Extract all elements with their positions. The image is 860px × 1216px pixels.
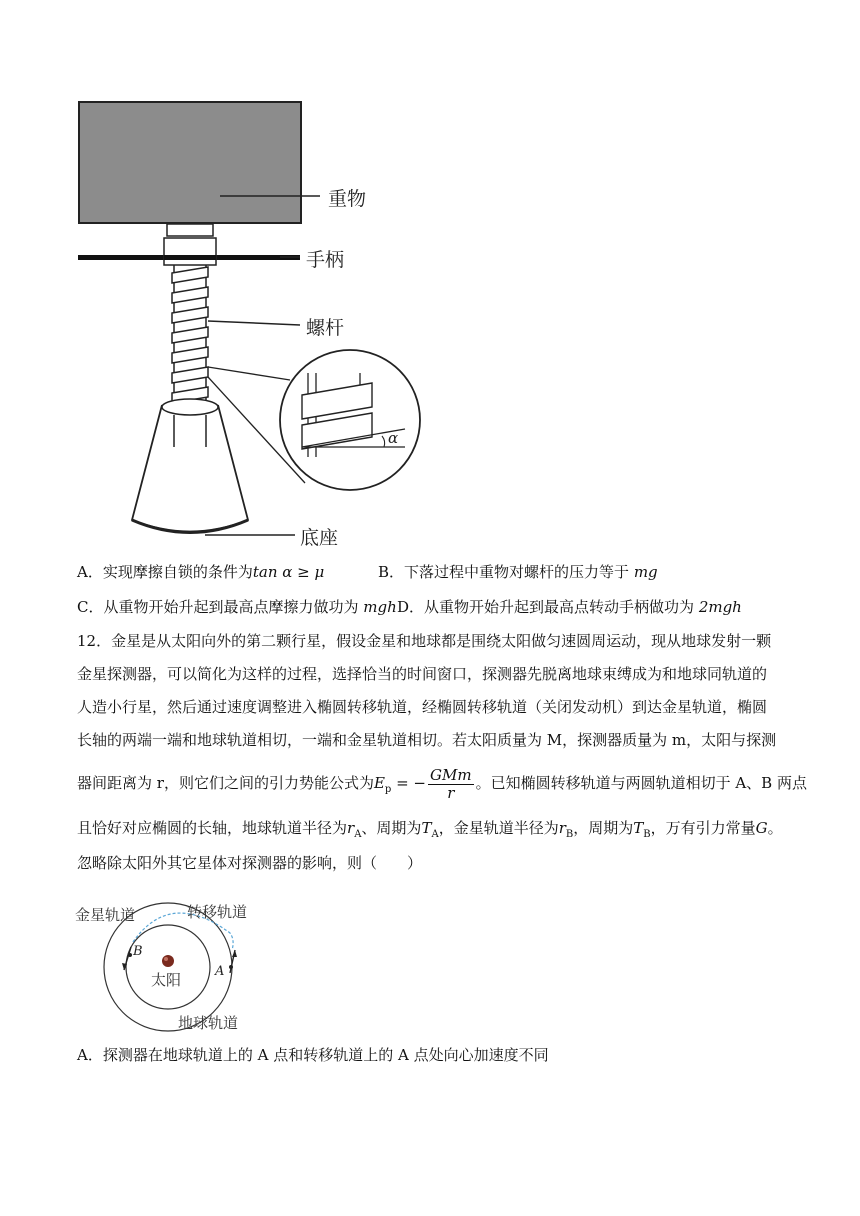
earth-orbit-label: 地球轨道: [178, 1014, 239, 1032]
weight-label: 重物: [328, 188, 367, 210]
angle-alpha-label: α: [388, 429, 399, 447]
q12-line-6-d: ，周期为: [573, 819, 634, 837]
weight-block: [79, 102, 301, 223]
transfer-orbit-label: 转移轨道: [187, 903, 248, 921]
sun-label: 太阳: [151, 971, 182, 989]
point-a-label: A: [215, 964, 225, 979]
q11-option-d: [397, 597, 742, 617]
q12-line-5-suffix: 。已知椭圆转移轨道与两圆轨道相切于 A、B 两点: [475, 774, 807, 792]
rb-subscript: B: [565, 829, 574, 840]
q12-line-7: 忽略除太阳外其它星体对探测器的影响，则（ ）: [77, 854, 423, 872]
q12-line-6: [77, 818, 783, 845]
ep-fraction-denominator: r: [447, 783, 455, 802]
handle-bar-center: [164, 255, 216, 260]
q12-line-1: 12．金星是从太阳向外的第二颗行星，假设金星和地球都是围绕太阳做匀速圆周运动，现从地球发射一颗: [77, 632, 772, 650]
q12-line-6-c: ，金星轨道半径为: [438, 819, 559, 837]
ta-subscript: A: [431, 829, 439, 840]
q11-option-c-math: mgh: [363, 598, 397, 616]
screw-label: 螺杆: [306, 317, 345, 339]
detail-zoom: [208, 350, 420, 490]
q12-line-6-e: ，万有引力常量: [650, 819, 756, 837]
tb-symbol: T: [633, 819, 644, 837]
q11-option-b: [378, 562, 658, 582]
orbit-figure: [75, 895, 275, 1040]
q12-line-6-b: 、周期为: [361, 819, 422, 837]
tb-subscript: B: [643, 829, 651, 840]
q12-line-2: 金星探测器，可以简化为这样的过程，选择恰当的时间窗口，探测器先脱离地球束缚成为和地球同轨道的: [77, 665, 768, 683]
q12-line-3: 人造小行星，然后通过速度调整进入椭圆转移轨道，经椭圆转移轨道（关闭发动机）到达金星轨道，椭圆: [77, 698, 768, 716]
q11-option-a-text: A．实现摩擦自锁的条件为: [77, 563, 253, 581]
ra-symbol: r: [347, 819, 355, 837]
q12-line-6-f: 。: [767, 819, 783, 837]
q11-option-d-math: 2mgh: [698, 598, 742, 616]
handle-label: 手柄: [306, 249, 345, 271]
collar: [167, 224, 213, 236]
screw-leader-line: [208, 321, 300, 325]
q12-option-a: A．探测器在地球轨道上的 A 点和转移轨道上的 A 点处向心加速度不同: [77, 1046, 549, 1064]
venus-orbit-label: 金星轨道: [75, 906, 136, 924]
nut: [164, 238, 216, 265]
q11-option-b-text: B．下落过程中重物对螺杆的压力等于: [378, 563, 630, 581]
base-label: 底座: [300, 527, 339, 549]
base: [132, 399, 248, 533]
sun: [162, 955, 174, 967]
q11-option-a-formula: tan α ≥ μ: [252, 563, 325, 581]
q12-line-5: [77, 763, 807, 803]
q12-line-4: 长轴的两端一端和地球轨道相切，一端和金星轨道相切。若太阳质量为 M，探测器质量为 m，太阳与探测: [77, 731, 777, 749]
q11-option-a: [77, 562, 324, 582]
q12-line-6-a: 且恰好对应椭圆的长轴，地球轨道半径为: [77, 819, 348, 837]
rb-symbol: r: [558, 819, 566, 837]
ep-subscript: p: [384, 784, 392, 795]
ep-fraction: [428, 767, 474, 802]
ra-subscript: A: [354, 829, 362, 840]
q12-line-5-prefix: 器间距离为 r，则它们之间的引力势能公式为: [77, 774, 374, 792]
q11-option-c: [77, 597, 397, 617]
ta-symbol: T: [421, 819, 432, 837]
g-symbol: G: [755, 819, 768, 837]
q11-option-d-text: D．从重物开始升起到最高点转动手柄做功为: [397, 598, 695, 616]
ep-equals: = −: [391, 774, 426, 792]
q11-option-b-math: mg: [633, 563, 658, 581]
q11-option-c-text: C．从重物开始升起到最高点摩擦力做功为: [77, 598, 359, 616]
point-b-label: B: [133, 944, 143, 959]
ep-fraction-numerator: GMm: [430, 765, 472, 784]
screw-jack-figure: [70, 95, 399, 555]
ep-symbol: E: [373, 774, 385, 792]
